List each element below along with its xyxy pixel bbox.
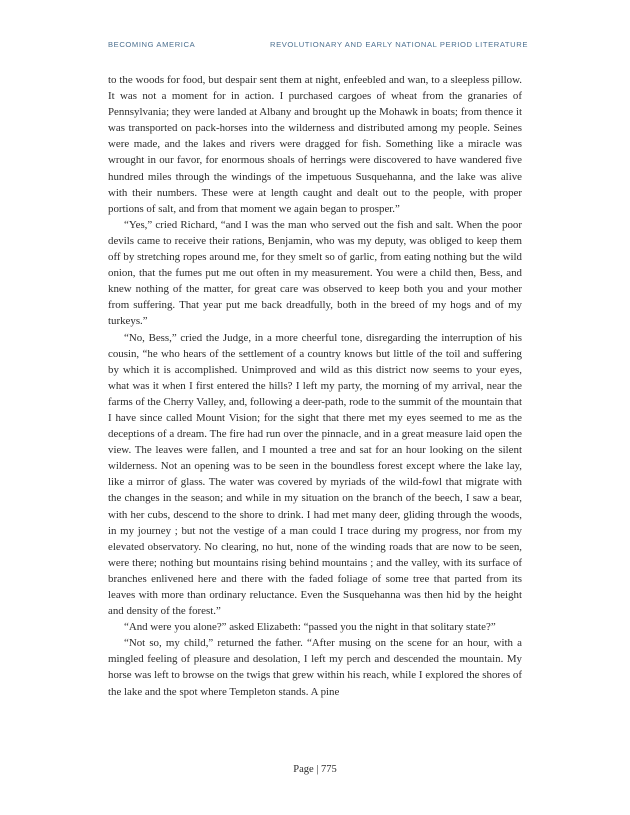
- running-header: [108, 40, 528, 49]
- paragraph-1: to the woods for food, but despair sent them at night, enfeebled and wan, to a sleepless pillow. It was not a moment for in action. I purchased cargoes of wheat from the granaries of Pennsylvania; they were landed at Albany and brought up the Mohawk in boats; from thence it was transported on pack-horses into the wilderness and distributed among my people. Seines were made, and the lakes and rivers were dragged for fish. Something like a miracle was wrought in our favor, for enormous shoals of herrings were discovered to have wandered five hundred miles through the windings of the impetuous Susquehanna, and the lake was alive with their numbers. These were at length caught and dealt out to the people, with proper portions of salt, and from that moment we again began to prosper.”: [108, 74, 522, 215]
- header-section-title: REVOLUTIONARY AND EARLY NATIONAL PERIOD LITERATURE: [269, 40, 528, 49]
- paragraph-2: “Yes,” cried Richard, “and I was the man who served out the fish and salt. When the poor devils came to receive their rations, Benjamin, who was my deputy, was obliged to keep them off by stretching ropes around me, for they smelt so of garlic, from eating nothing but the wild onion, that the fumes put me out often in my measurement. You were a child then, Bess, and knew nothing of the matter, for great care was observed to keep both you and your mother from suffering. That year put me back dreadfully, both in the breed of my hogs and of my turkeys.”: [108, 218, 522, 328]
- body-text: [108, 72, 522, 700]
- header-book-title: BECOMING AMERICA: [108, 40, 196, 49]
- page-number: Page | 775: [293, 764, 337, 775]
- paragraph-3: “No, Bess,” cried the Judge, in a more cheerful tone, disregarding the interruption of his cousin, “he who hears of the settlement of a country knows but little of the toil and suffering by which it is accomplished. Unimproved and wild as this district now seems to your eyes, what was it when I first entered the hills? I left my party, the morning of my arrival, near the farms of the Cherry Valley, and, following a deer-path, rode to the summit of the mountain that I have since called Mount Vision; for the sight that there met my eyes seemed to me as the deceptions of a dream. The fire had run over the pinnacle, and in a great measure laid open the view. The leaves were fallen, and I mounted a tree and sat for an hour looking on the silent wilderness. Not an opening was to be seen in the boundless forest except where the lake lay, like a mirror of glass. The water was covered by myriads of the wild-fowl that migrate with the changes in the season; and while in my situation on the branch of the beech, I saw a bear, with her cubs, descend to the shore to drink. I had met many deer, gliding through the woods, in my journey ; but not the vestige of a man could I trace during my progress, nor from my elevated observatory. No clearing, no hut, none of the winding roads that are now to be seen, were there; nothing but mountains rising behind mountains ; and the valley, with its surface of branches enlivened here and there with the faded foliage of some tree that parted from its leaves with more than ordinary reluctance. Even the Susquehanna was then hid by the height and density of the forest.”: [108, 331, 522, 618]
- paragraph-5: “Not so, my child,” returned the father. “After musing on the scene for an hour, with a mingled feeling of pleasure and desolation, I left my perch and descended the mountain. My horse was left to browse on the twigs that grew within his reach, while I explored the shores of the lake and the spot where Templeton stands. A pine: [108, 637, 522, 698]
- paragraph-4: “And were you alone?” asked Elizabeth: “passed you the night in that solitary state?”: [124, 621, 496, 634]
